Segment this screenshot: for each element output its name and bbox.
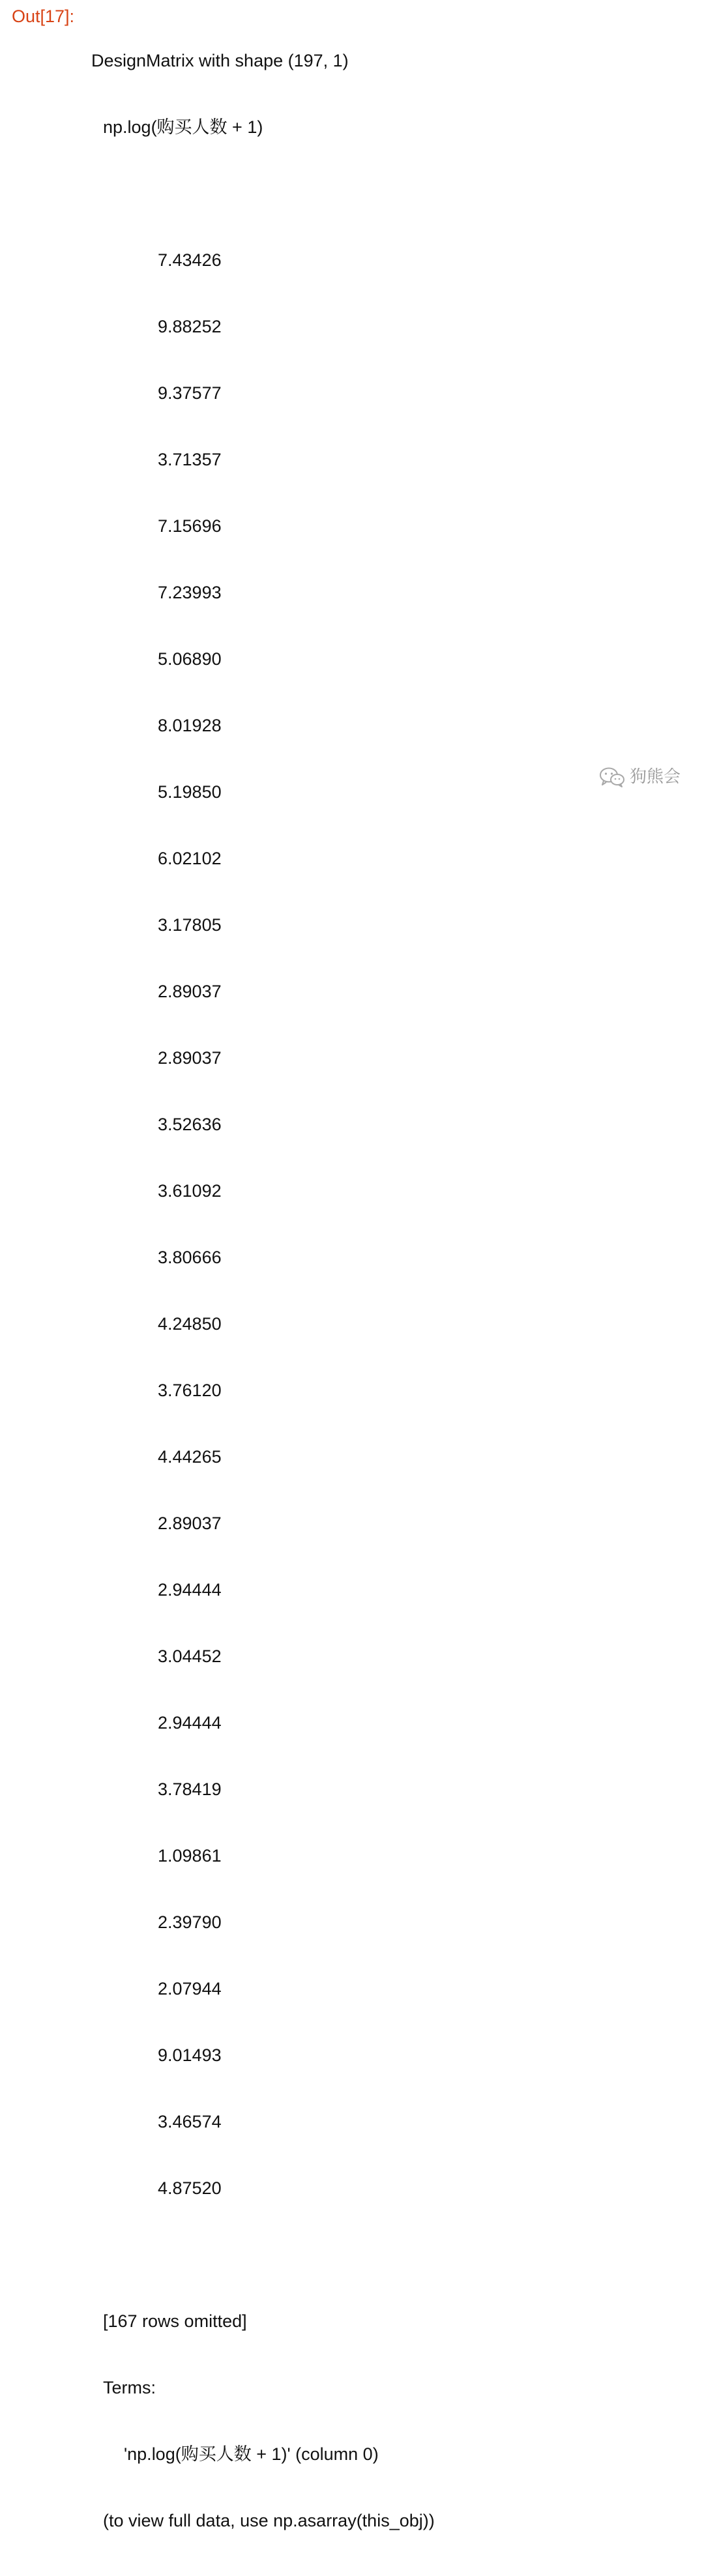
value-row: 2.94444 <box>158 1713 222 1733</box>
terms-label: Terms: <box>103 2378 156 2397</box>
value-row: 7.23993 <box>158 583 222 602</box>
value-row: 3.52636 <box>158 1115 222 1134</box>
value-row: 4.87520 <box>158 2178 222 2198</box>
term-entry: 'np.log(购买人数 + 1)' (column 0) <box>124 2444 379 2464</box>
output-prompt: Out[17]: <box>12 7 75 26</box>
output-area <box>91 5 435 2576</box>
watermark <box>598 766 681 788</box>
values-list <box>91 205 435 2244</box>
value-row: 7.43426 <box>158 250 222 270</box>
value-row: 2.39790 <box>158 1912 222 1932</box>
design-matrix-header: DesignMatrix with shape (197, 1) <box>91 51 349 70</box>
value-row: 2.07944 <box>158 1979 222 1998</box>
value-row: 2.94444 <box>158 1580 222 1600</box>
view-full-data-hint: (to view full data, use np.asarray(this_obj)) <box>103 2511 435 2530</box>
value-row: 8.01928 <box>158 716 222 735</box>
value-row: 3.78419 <box>158 1779 222 1799</box>
column-header: np.log(购买人数 + 1) <box>103 117 263 137</box>
value-row: 4.24850 <box>158 1314 222 1334</box>
value-row: 3.71357 <box>158 450 222 469</box>
value-row: 2.89037 <box>158 1048 222 1068</box>
value-row: 5.06890 <box>158 649 222 669</box>
value-row: 9.88252 <box>158 317 222 336</box>
value-row: 2.89037 <box>158 1514 222 1533</box>
value-row: 2.89037 <box>158 982 222 1001</box>
value-row: 9.37577 <box>158 383 222 403</box>
value-row: 3.76120 <box>158 1381 222 1400</box>
value-row: 4.44265 <box>158 1447 222 1467</box>
rows-omitted-note: [167 rows omitted] <box>103 2311 247 2331</box>
value-row: 3.46574 <box>158 2112 222 2131</box>
value-row: 5.19850 <box>158 782 222 802</box>
value-row: 1.09861 <box>158 1846 222 1866</box>
wechat-icon <box>598 766 626 788</box>
value-row: 3.17805 <box>158 915 222 935</box>
value-row: 7.15696 <box>158 516 222 536</box>
value-row: 6.02102 <box>158 849 222 868</box>
value-row: 9.01493 <box>158 2045 222 2065</box>
value-row: 3.80666 <box>158 1248 222 1267</box>
watermark-text: 狗熊会 <box>630 767 681 787</box>
value-row: 3.04452 <box>158 1647 222 1666</box>
value-row: 3.61092 <box>158 1181 222 1201</box>
